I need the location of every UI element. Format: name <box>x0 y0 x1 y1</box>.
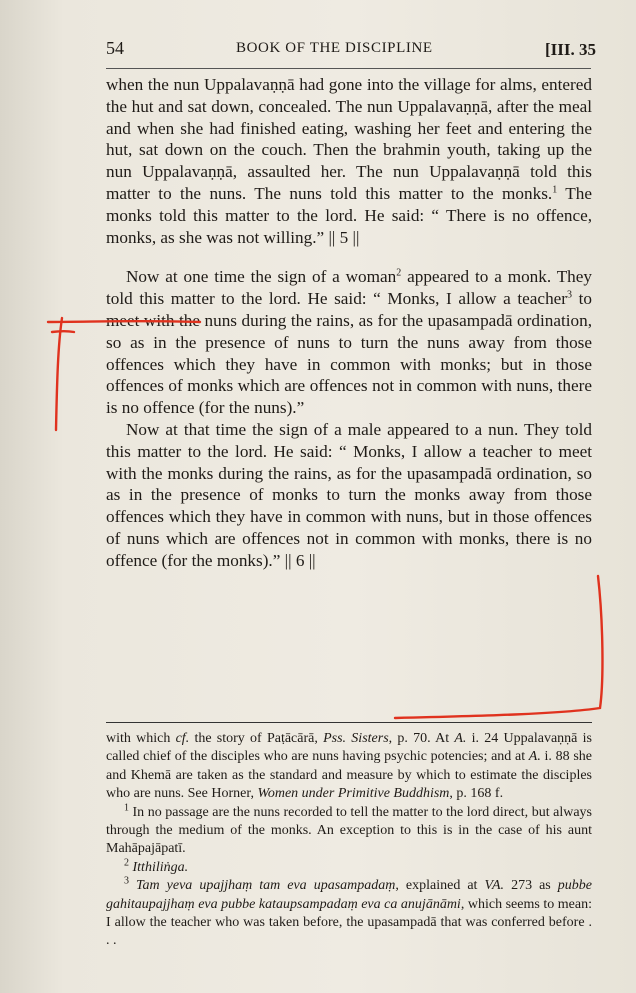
section-gap <box>106 248 592 266</box>
footnote-rule <box>106 722 592 723</box>
page-number: 54 <box>106 38 124 58</box>
paragraph-2: Now at one time the sign of a woman$^2$ appeared to a monk. They told this matter to the lord. He said: “ Monks, I allow a teacher$^3$ to meet with the nuns during the rains, as for the upasampadā ordination, so as in the presence of nuns to turn the nuns away from those offences which they have in common with monks; but in those offences of monks which are offences not in common with nuns, there is no offence (for the nuns).” <box>106 267 593 418</box>
header-rule <box>106 68 591 69</box>
footnote-1: $^1$ In no passage are the nuns recorded to tell the matter to the lord direct, but always through the medium of the monks. An exception to this is in the case of his aunt Mahāpajāpatī. <box>106 801 592 857</box>
footnote-3: $^3$ Tam yeva upajjhaṃ tam eva upasampadaṃ, explained at VA. 273 as pubbe gahitaupajjhaṃ eva pubbe kataupsampadaṃ eva ca anujānāmi, which seems to mean: I allow the teacher who was taken before, the upasampadā that was conferred before . . . <box>106 875 592 949</box>
page-header <box>106 34 596 68</box>
footnote-ref-1: 1 <box>552 184 558 196</box>
paragraph-1: when the nun Uppalavaṇṇā had gone into the village for alms, entered the hut and sat down, concealed. The nun Uppalavaṇṇā, after the meal and when she had finished eating, washing her feet and entering the hut, sat down on the couch. Then the brahmin youth, taking up the nun Uppalavaṇṇā, assaulted her. The nun Uppalavaṇṇā told this matter to the nuns. The nuns told this matter to the monks.$^1$ The monks told this matter to the lord. He said: “ There is no offence, monks, as she was not willing.” || 5 || <box>106 75 592 247</box>
paragraph-3: Now at that time the sign of a male appeared to a nun. They told this matter to the lord. He said: “ Monks, I allow a teacher to meet with the monks during the rains, as for the upasampadā ordination, so as in the presence of monks to turn the monks away from those offences which they have in common with nuns, but in those offences of nuns which are offences not in common with monks, there is no offence (for the monks).” || 6 || <box>106 419 592 570</box>
footnote-continuation: with which cf. the story of Paṭācārā, Pss. Sisters, p. 70. At A. i. 24 Uppalavaṇṇā is called chief of the disciples who are nuns having psychic potencies; and at A. i. 88 she and Khemā are taken as the standard and measure by which to estimate the disciples who are nuns. See Horner, Women under Primitive Buddhism, p. 168 f. <box>106 731 592 802</box>
section-reference: [III. 35 <box>544 40 596 59</box>
right-bracket-mark <box>395 576 602 718</box>
footnote-ref-3: 3 <box>567 289 573 301</box>
footnote-ref-2: 2 <box>396 267 402 279</box>
running-title: BOOK OF THE DISCIPLINE <box>236 40 433 56</box>
footnotes <box>106 730 592 951</box>
footnote-2: $^2$ Itthiliṅga. <box>124 857 189 875</box>
main-text <box>106 74 592 572</box>
